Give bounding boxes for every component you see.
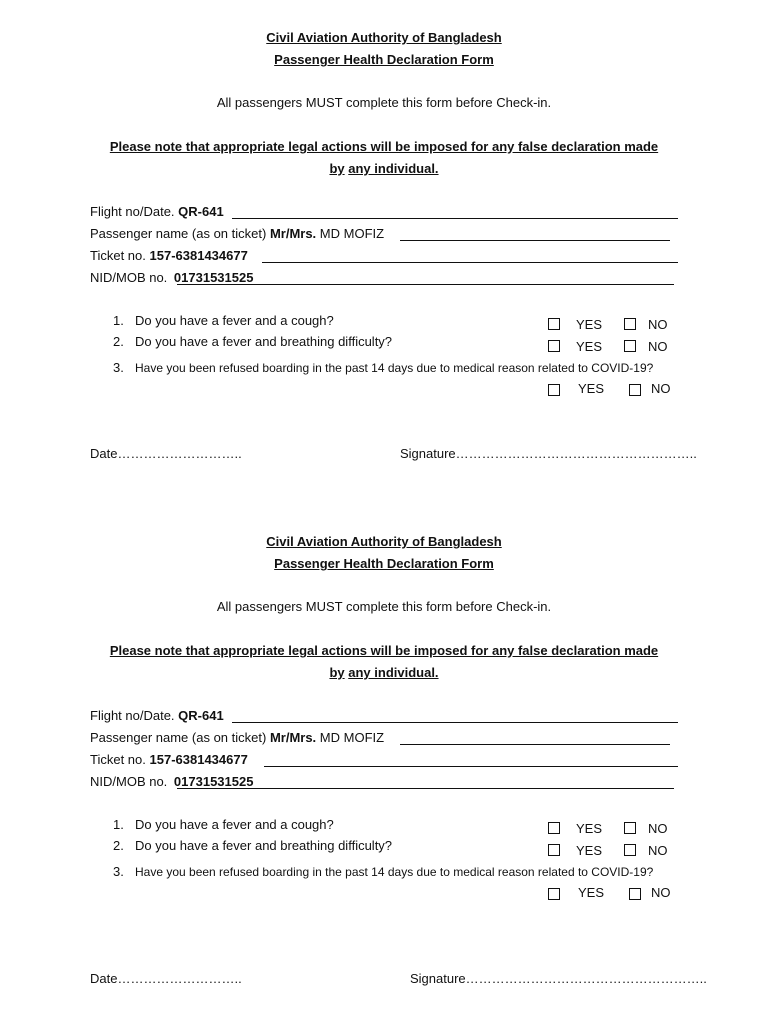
nid-value[interactable]: 01731531525 — [173, 270, 254, 285]
nid-underline — [177, 788, 674, 789]
ticket-underline — [264, 766, 678, 767]
passenger-title: Mr/Mrs. — [269, 730, 317, 745]
date-field[interactable]: Date……………………….. — [90, 446, 242, 461]
ticket-label: Ticket no. — [90, 248, 146, 263]
question-1-text: Do you have a fever and a cough? — [135, 817, 334, 832]
q3-no-label: NO — [651, 381, 671, 396]
instruction-text: All passengers MUST complete this form before Check-in. — [216, 599, 552, 614]
q1-yes-checkbox[interactable] — [548, 822, 560, 834]
ticket-field — [90, 248, 248, 264]
signature-field[interactable]: Signature……………………………………………….. — [400, 446, 697, 461]
q1-no-label: NO — [648, 821, 668, 836]
q3-yes-label: YES — [578, 885, 605, 900]
passenger-underline — [400, 744, 670, 745]
instruction-text: All passengers MUST complete this form before Check-in. — [216, 95, 552, 110]
question-2-number: 2. — [113, 838, 124, 853]
legal-warning-line2 — [0, 161, 768, 177]
q2-yes-checkbox[interactable] — [548, 340, 560, 352]
q2-no-label: NO — [648, 843, 668, 858]
flight-label: Flight no/Date. — [90, 708, 175, 723]
legal-warning-line1: Please note that appropriate legal actions will be imposed for any false declaration made — [109, 643, 659, 658]
passenger-label: Passenger name (as on ticket) — [90, 730, 267, 745]
legal-warning-by: by — [329, 665, 345, 680]
question-2-text: Do you have a fever and breathing difficulty? — [135, 334, 393, 349]
q1-yes-label: YES — [576, 317, 603, 332]
q3-yes-checkbox[interactable] — [548, 888, 560, 900]
passenger-field — [90, 730, 384, 746]
declaration-form-2 — [0, 504, 768, 1004]
nid-value[interactable]: 01731531525 — [173, 774, 254, 789]
passenger-value[interactable]: MD MOFIZ — [319, 226, 385, 241]
date-field[interactable]: Date……………………….. — [90, 971, 242, 986]
form-title: Passenger Health Declaration Form — [274, 52, 494, 67]
question-2-number: 2. — [113, 334, 124, 349]
q3-no-checkbox[interactable] — [629, 888, 641, 900]
legal-warning-rest: any individual. — [348, 161, 439, 176]
legal-warning-line1: Please note that appropriate legal actions will be imposed for any false declaration made — [109, 139, 659, 154]
legal-warning-by: by — [329, 161, 345, 176]
q1-yes-checkbox[interactable] — [548, 318, 560, 330]
flight-label: Flight no/Date. — [90, 204, 175, 219]
q2-no-checkbox[interactable] — [624, 340, 636, 352]
ticket-value[interactable]: 157-6381434677 — [149, 248, 248, 263]
q3-no-checkbox[interactable] — [629, 384, 641, 396]
q2-yes-checkbox[interactable] — [548, 844, 560, 856]
flight-value[interactable]: QR-641 — [178, 204, 224, 219]
passenger-value[interactable]: MD MOFIZ — [319, 730, 385, 745]
legal-warning-line2 — [0, 665, 768, 681]
flight-underline — [232, 722, 678, 723]
q1-no-label: NO — [648, 317, 668, 332]
q1-yes-label: YES — [576, 821, 603, 836]
legal-warning-rest: any individual. — [348, 665, 439, 680]
q1-no-checkbox[interactable] — [624, 822, 636, 834]
passenger-field — [90, 226, 384, 242]
passenger-underline — [400, 240, 670, 241]
q2-yes-label: YES — [576, 339, 603, 354]
question-1-text: Do you have a fever and a cough? — [135, 313, 334, 328]
signature-field[interactable]: Signature……………………………………………….. — [410, 971, 707, 986]
ticket-underline — [262, 262, 678, 263]
ticket-value[interactable]: 157-6381434677 — [149, 752, 248, 767]
q3-yes-label: YES — [578, 381, 605, 396]
authority-heading: Civil Aviation Authority of Bangladesh — [266, 30, 502, 45]
passenger-title: Mr/Mrs. — [269, 226, 317, 241]
q3-yes-checkbox[interactable] — [548, 384, 560, 396]
flight-field — [90, 708, 224, 724]
nid-label: NID/MOB no. — [90, 270, 168, 285]
question-3-number: 3. — [113, 864, 124, 879]
q1-no-checkbox[interactable] — [624, 318, 636, 330]
ticket-label: Ticket no. — [90, 752, 146, 767]
question-3-number: 3. — [113, 360, 124, 375]
question-3-text: Have you been refused boarding in the past 14 days due to medical reason related to COVID-19? — [135, 361, 654, 375]
authority-heading: Civil Aviation Authority of Bangladesh — [266, 534, 502, 549]
question-3-text: Have you been refused boarding in the past 14 days due to medical reason related to COVID-19? — [135, 865, 654, 879]
q2-no-checkbox[interactable] — [624, 844, 636, 856]
q2-no-label: NO — [648, 339, 668, 354]
flight-field — [90, 204, 224, 220]
question-2-text: Do you have a fever and breathing difficulty? — [135, 838, 393, 853]
flight-underline — [232, 218, 678, 219]
question-1-number: 1. — [113, 313, 124, 328]
form-title: Passenger Health Declaration Form — [274, 556, 494, 571]
question-1-number: 1. — [113, 817, 124, 832]
nid-label: NID/MOB no. — [90, 774, 168, 789]
q3-no-label: NO — [651, 885, 671, 900]
nid-underline — [177, 284, 674, 285]
ticket-field — [90, 752, 248, 768]
flight-value[interactable]: QR-641 — [178, 708, 224, 723]
passenger-label: Passenger name (as on ticket) — [90, 226, 267, 241]
q2-yes-label: YES — [576, 843, 603, 858]
declaration-form-1 — [0, 0, 768, 500]
